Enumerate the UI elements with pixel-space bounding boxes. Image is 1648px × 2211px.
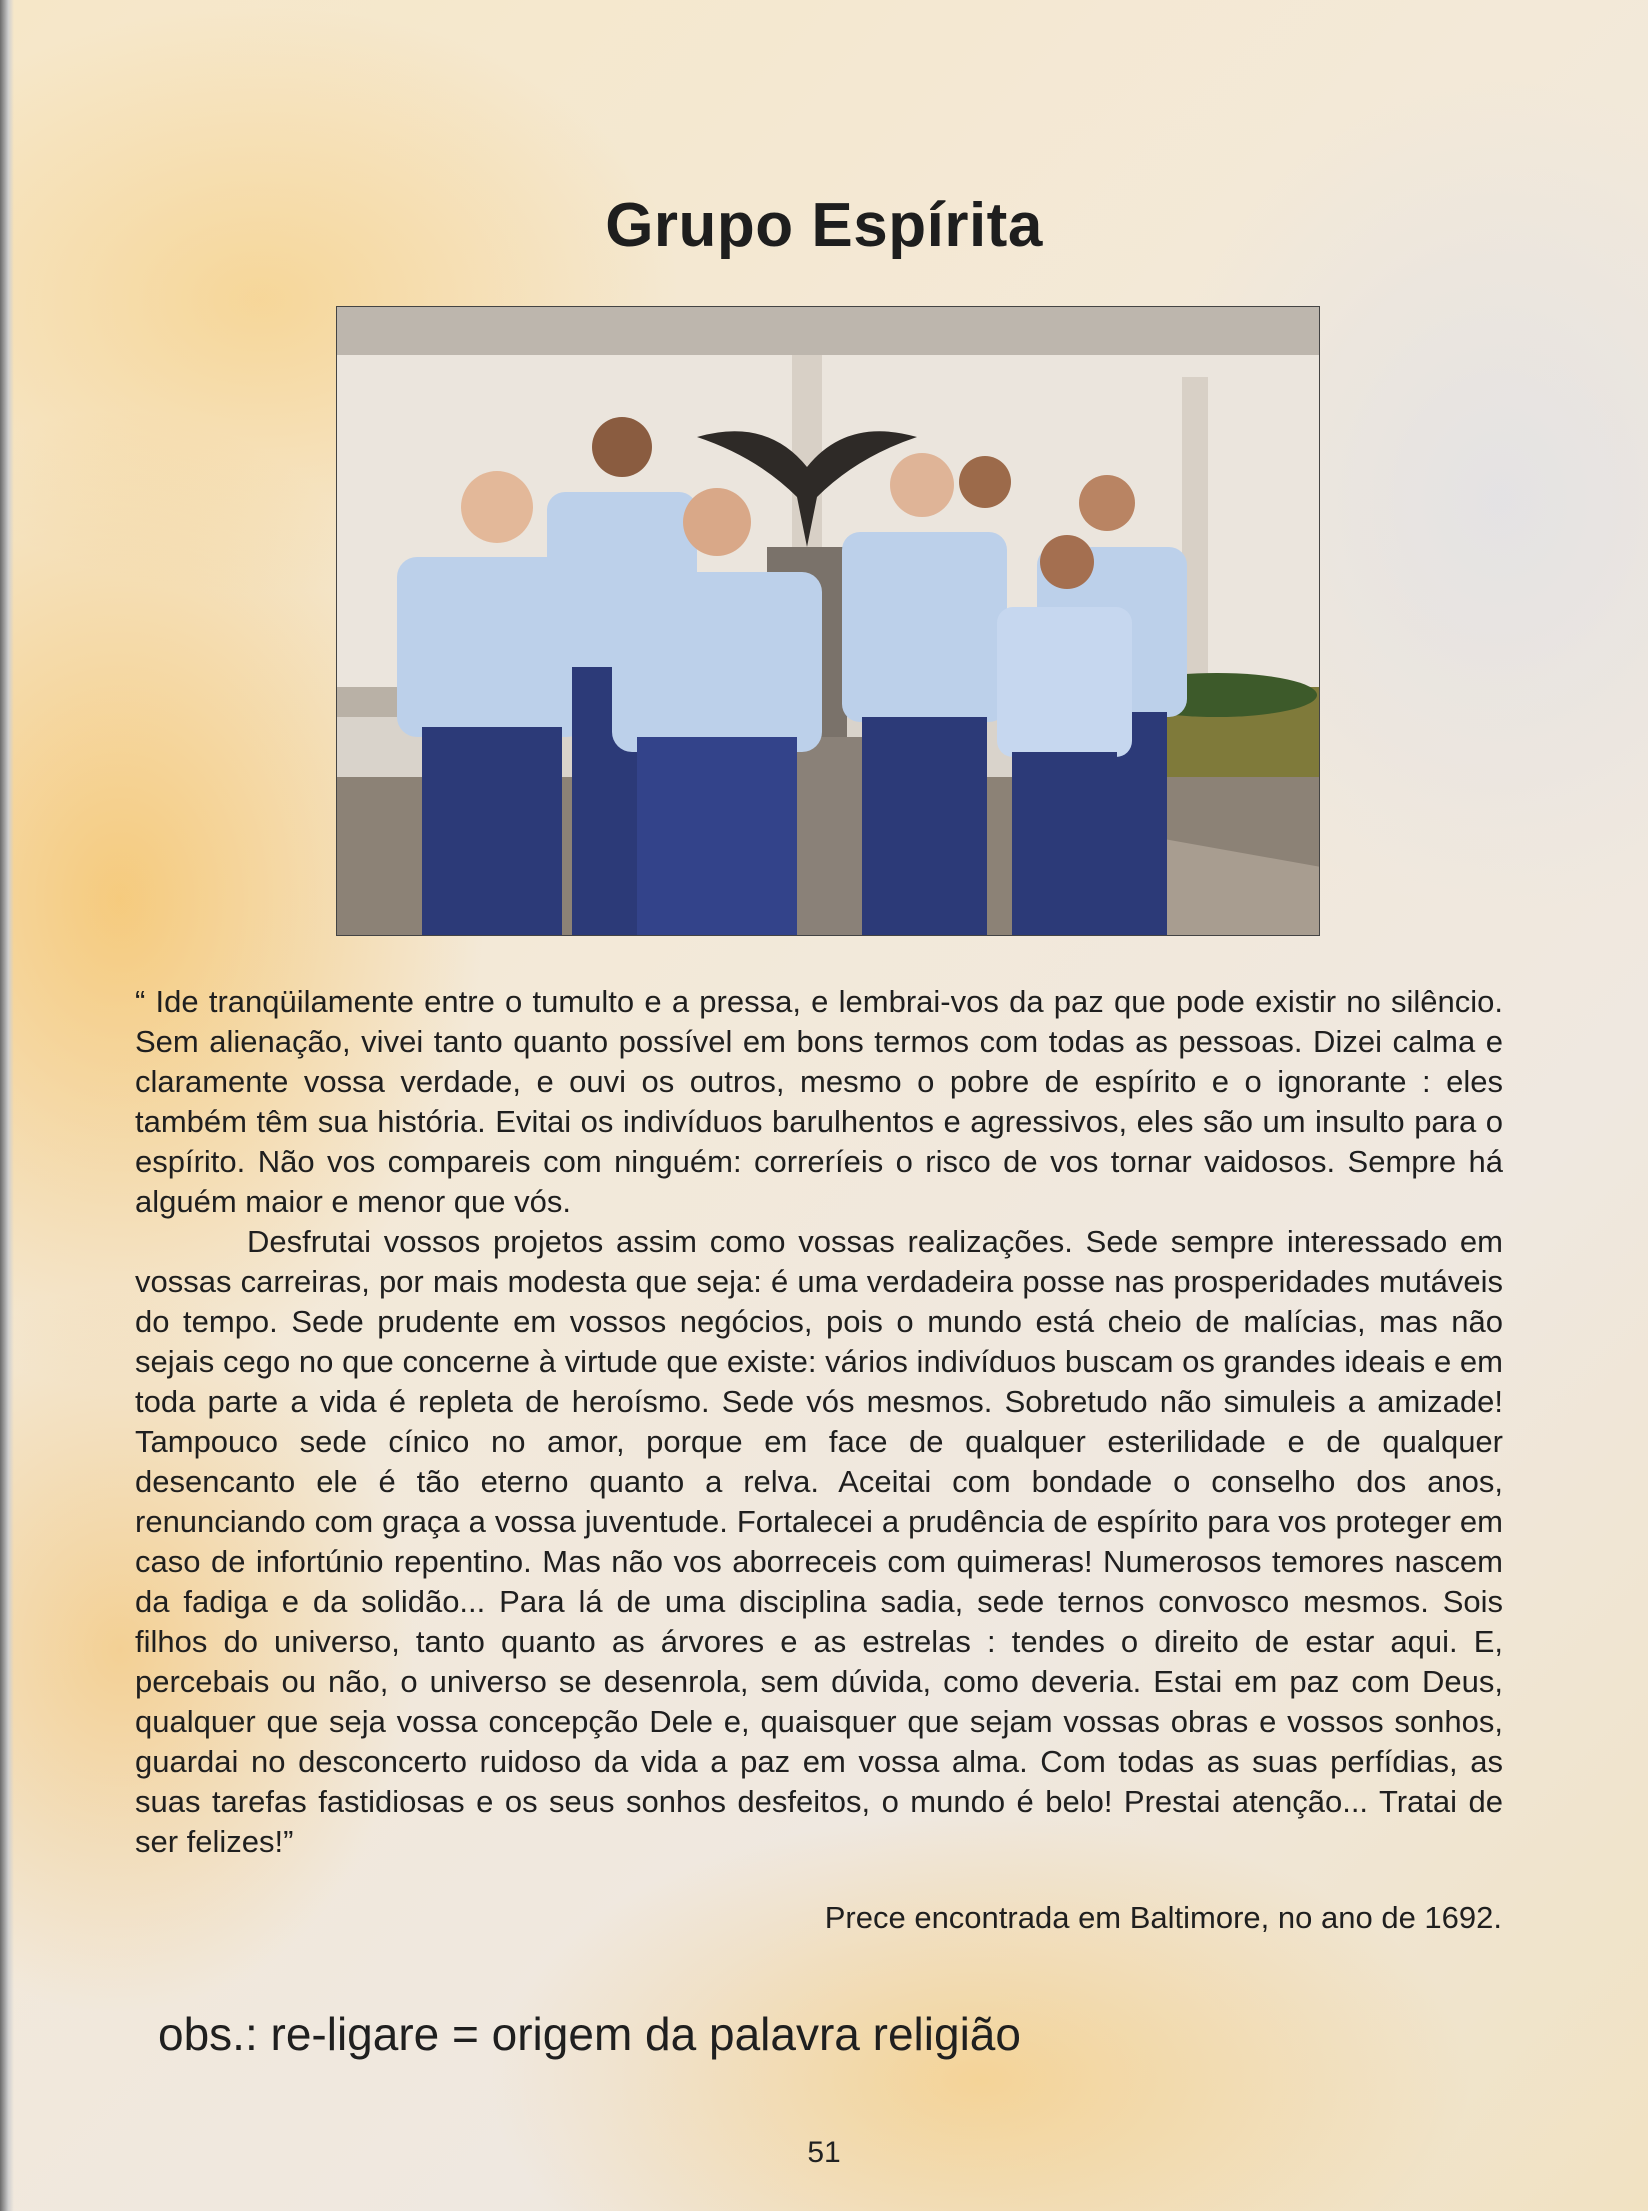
prayer-source: Prece encontrada em Baltimore, no ano de 1692. [824,1900,1502,1935]
observation-note: obs.: re-ligare = origem da palavra religião [158,2008,1021,2060]
prayer-paragraph-1: “ Ide tranqüilamente entre o tumulto e a pressa, e lembrai-vos da paz que pode existir no silêncio. Sem alienação, vivei tanto quanto possível em bons termos com todas as pessoas. Dizei calma e claramente vossa verdade, e ouvi os outros, mesmo o pobre de espírito e o ignorante : eles também têm sua história. Evitai os indivíduos barulhentos e agressivos, eles são um insulto para o espírito. Não vos compareis com ninguém: correríeis o risco de vos tornar vaidosos. Sempre há alguém maior e menor que vós. [135,984,1503,1219]
page-number: 51 [807,2136,841,2169]
prayer-text [135,982,1503,1862]
group-photo [336,306,1320,936]
page-edge-shadow [0,0,14,2211]
prayer-paragraph-2: Desfrutai vossos projetos assim como vossas realizações. Sede sempre interessado em vossas carreiras, por mais modesta que seja: é uma verdadeira posse nas prosperidades mutáveis do tempo. Sede prudente em vossos negócios, pois o mundo está cheio de malícias, mas não sejais cego no que concerne à virtude que existe: vários indivíduos buscam os grandes ideais e em toda parte a vida é repleta de heroísmo. Sede vós mesmos. Sobretudo não simuleis a amizade! Tampouco sede cínico no amor, porque em face de qualquer esterilidade e de qualquer desencanto ele é tão eterno quanto a relva. Aceitai com bondade o conselho dos anos, renunciando com graça a vossa juventude. Fortalecei a prudência de espírito para vos proteger em caso de infortúnio repentino. Mas não vos aborreceis com quimeras! Numerosos temores nascem da fadiga e da solidão... Para lá de uma disciplina sadia, sede ternos convosco mesmos. Sois filhos do universo, tanto quanto as árvores e as estrelas : tendes o direito de estar aqui. E, percebais ou não, o universo se desenrola, sem dúvida, como deveria. Estai em paz com Deus, qualquer que seja vossa concepção Dele e, quaisquer que sejam vossas obras e vossos sonhos, guardai no desconcerto ruidoso da vida a paz em vossa alma. Com todas as suas perfídias, as suas tarefas fastidiosas e os seus sonhos desfeitos, o mundo é belo! Prestai atenção... Tratai de ser felizes!” [135,1224,1503,1859]
page-title: Grupo Espírita [605,190,1043,260]
group-photo-cadets-icon [337,307,1320,936]
